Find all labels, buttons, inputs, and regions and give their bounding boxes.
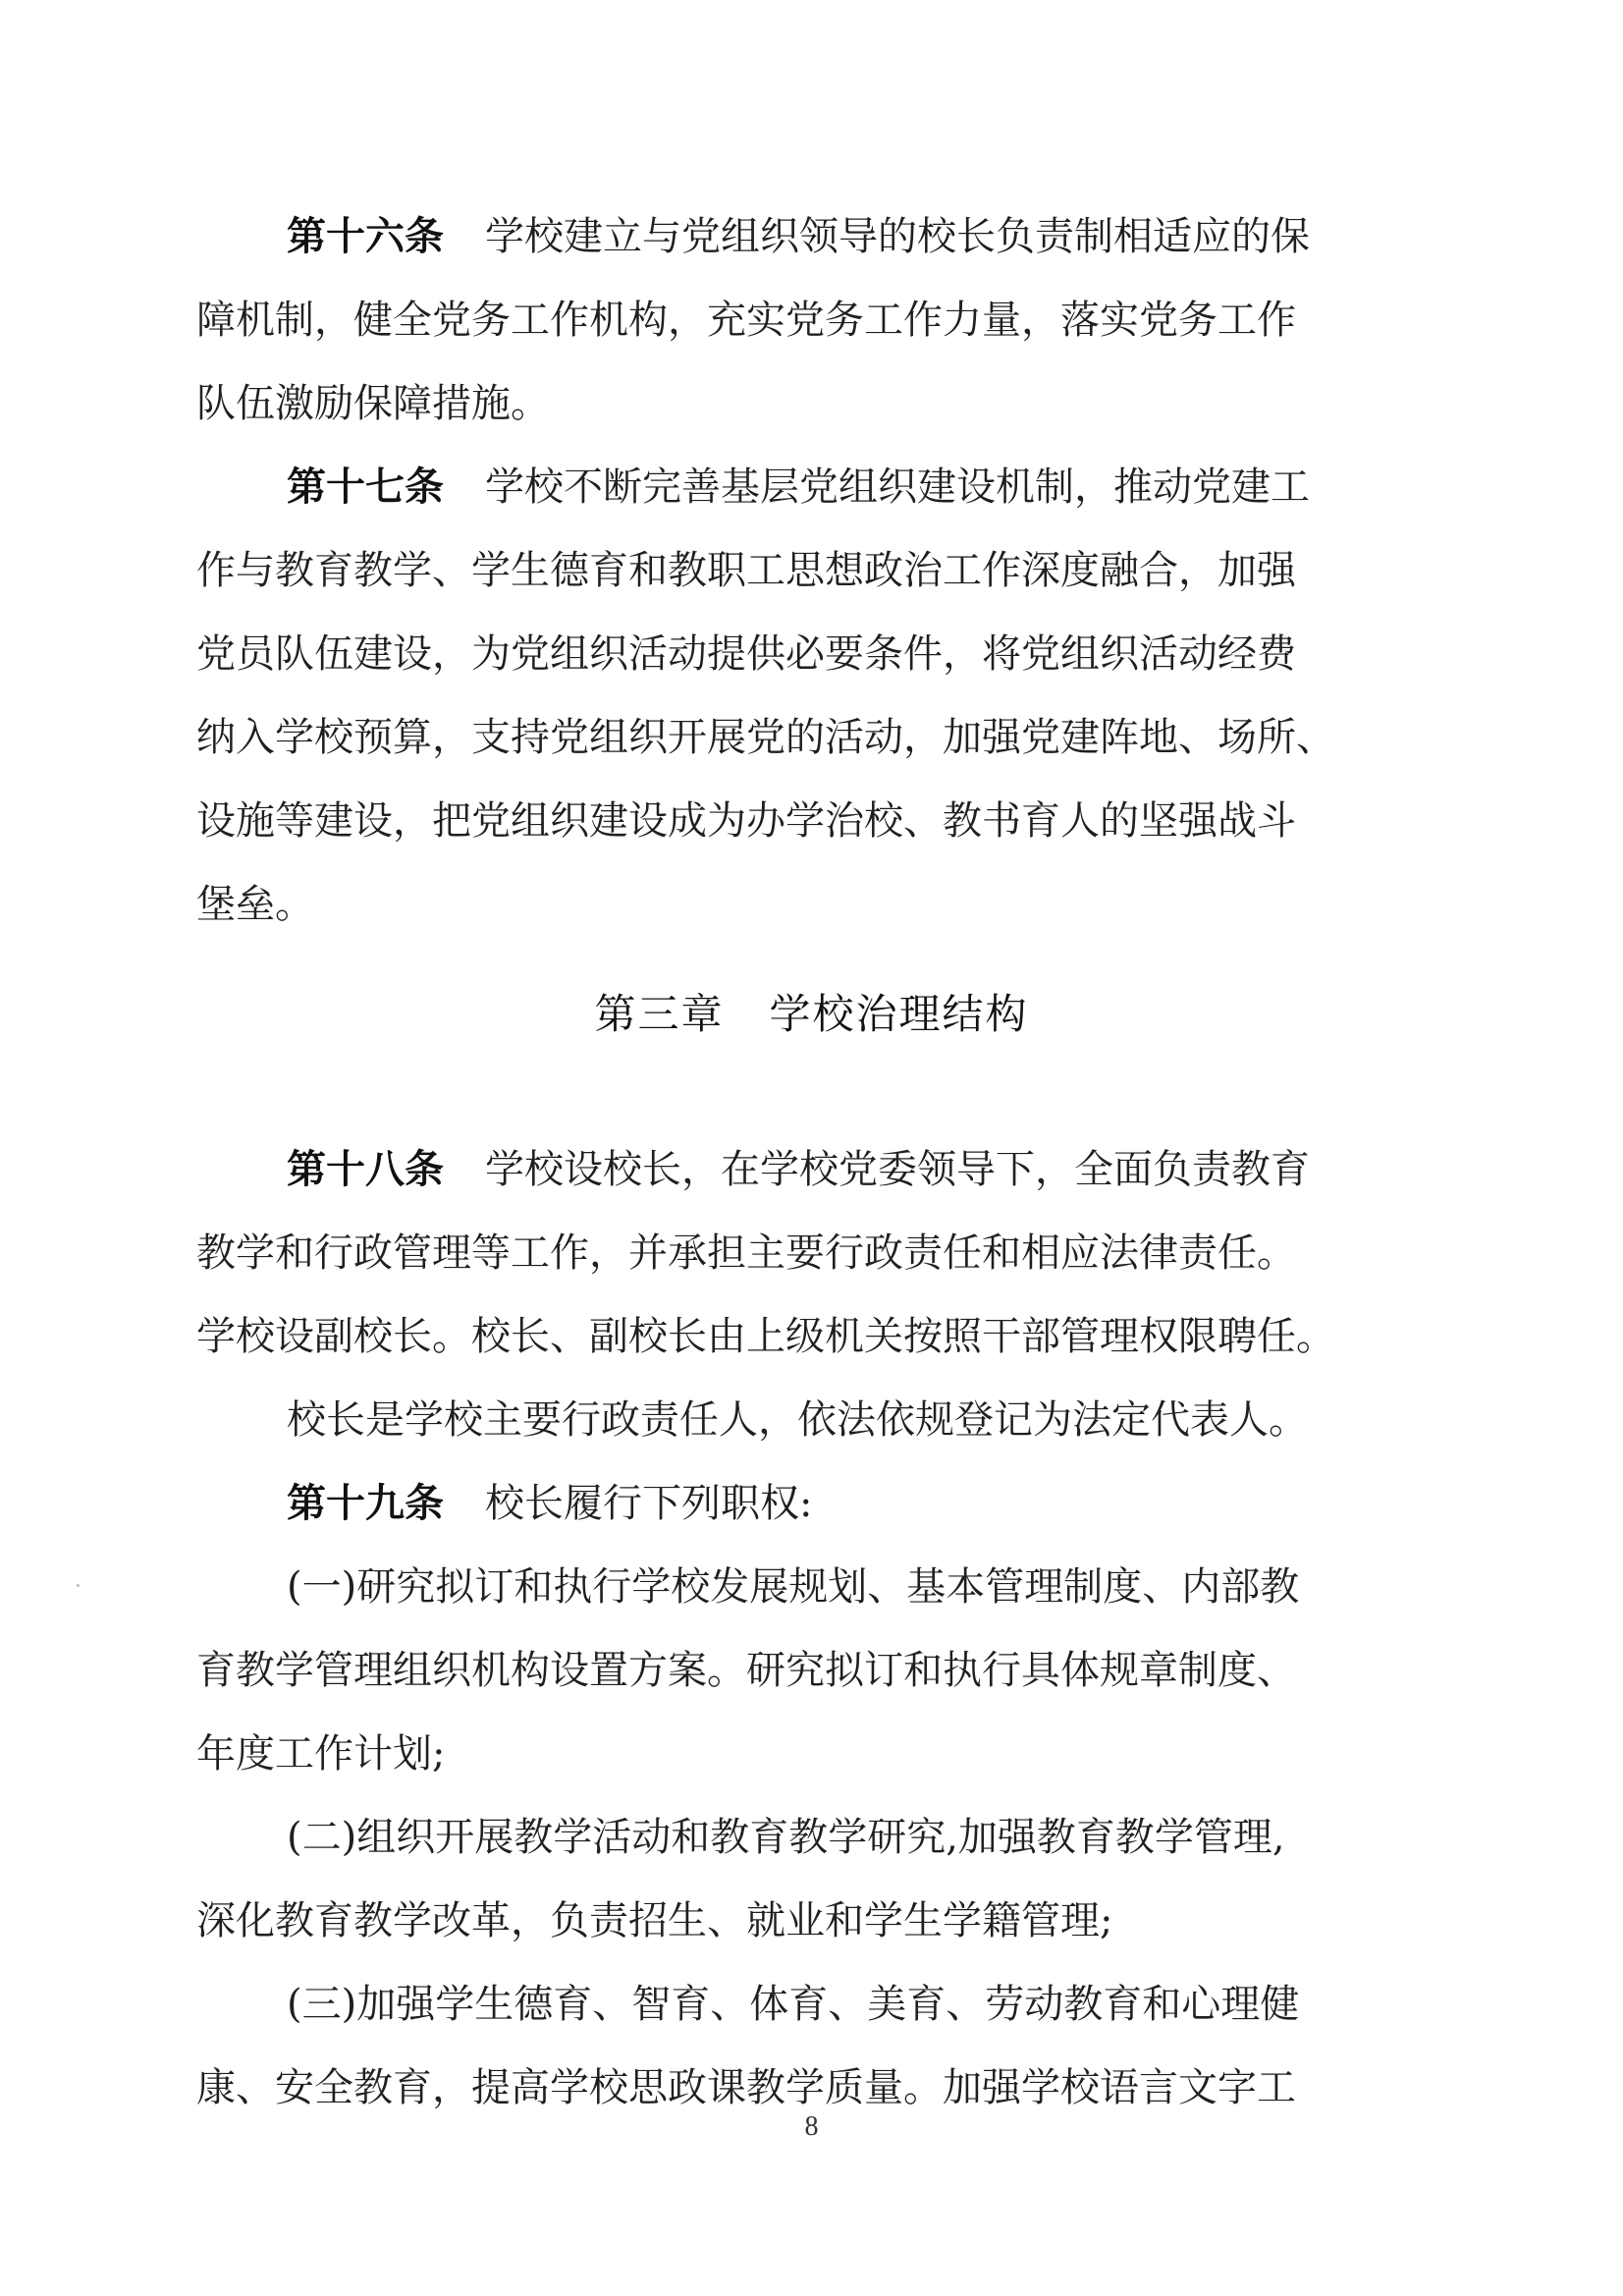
chapter-heading [0,984,1623,1045]
article-19-item-2-line-1: (二)组织开展教学活动和教育教学研究,加强教育教学管理, [287,1815,1285,1860]
article-17-text: 学校不断完善基层党组织建设机制，推动党建工 [485,465,1310,510]
article-19-item-1-line-1: (一)研究拟订和执行学校发展规划、基本管理制度、内部教 [287,1564,1300,1610]
article-19-item-2-line-2: 深化教育教学改革，负责招生、就业和学生学籍管理; [196,1898,1113,1943]
article-17-line-4: 纳入学校预算，支持党组织开展党的活动，加强党建阵地、场所、 [196,715,1335,760]
article-18-text: 学校设校长，在学校党委领导下，全面负责教育 [485,1147,1310,1192]
article-18-line-3: 学校设副校长。校长、副校长由上级机关按照干部管理权限聘任。 [196,1314,1335,1359]
page-number: 8 [804,2111,819,2142]
article-18-line-2: 教学和行政管理等工作，并承担主要行政责任和相应法律责任。 [196,1230,1296,1276]
article-18-label: 第十八条 [287,1146,444,1192]
article-17-line-6: 堡垒。 [196,882,314,927]
article-17-line-5: 设施等建设，把党组织建设成为办学治校、教书育人的坚强战斗 [196,798,1296,844]
article-19-line-1 [287,1473,1434,1534]
article-19-item-3-line-2: 康、安全教育，提高学校思政课教学质量。加强学校语言文字工 [196,2065,1296,2110]
article-19-item-3-line-1: (三)加强学生德育、智育、体育、美育、劳动教育和心理健 [287,1982,1300,2027]
article-17-line-3: 党员队伍建设，为党组织活动提供必要条件，将党组织活动经费 [196,631,1296,677]
chapter-number: 第三章 [594,990,725,1038]
article-17-label: 第十七条 [287,464,444,510]
article-18-para-2: 校长是学校主要行政责任人，依法依规登记为法定代表人。 [287,1397,1308,1443]
article-16-line-2: 障机制，健全党务工作机构，充实党务工作力量，落实党务工作 [196,298,1296,343]
article-17-line-1 [287,457,1434,518]
article-18-line-1 [287,1139,1434,1200]
article-16-text: 学校建立与党组织领导的校长负责制相适应的保 [485,214,1310,259]
article-19-label: 第十九条 [287,1480,444,1526]
article-19-text: 校长履行下列职权: [485,1481,813,1526]
article-19-item-1-line-2: 育教学管理组织机构设置方案。研究拟订和执行具体规章制度、 [196,1648,1296,1693]
article-19-item-1-line-3: 年度工作计划; [196,1731,446,1777]
article-16-label: 第十六条 [287,213,444,259]
article-16-line-1 [287,206,1434,267]
scan-speck [77,1584,80,1587]
chapter-title: 学校治理结构 [769,990,1029,1038]
article-16-line-3: 队伍激励保障措施。 [196,381,550,426]
article-17-line-2: 作与教育教学、学生德育和教职工思想政治工作深度融合，加强 [196,548,1296,593]
